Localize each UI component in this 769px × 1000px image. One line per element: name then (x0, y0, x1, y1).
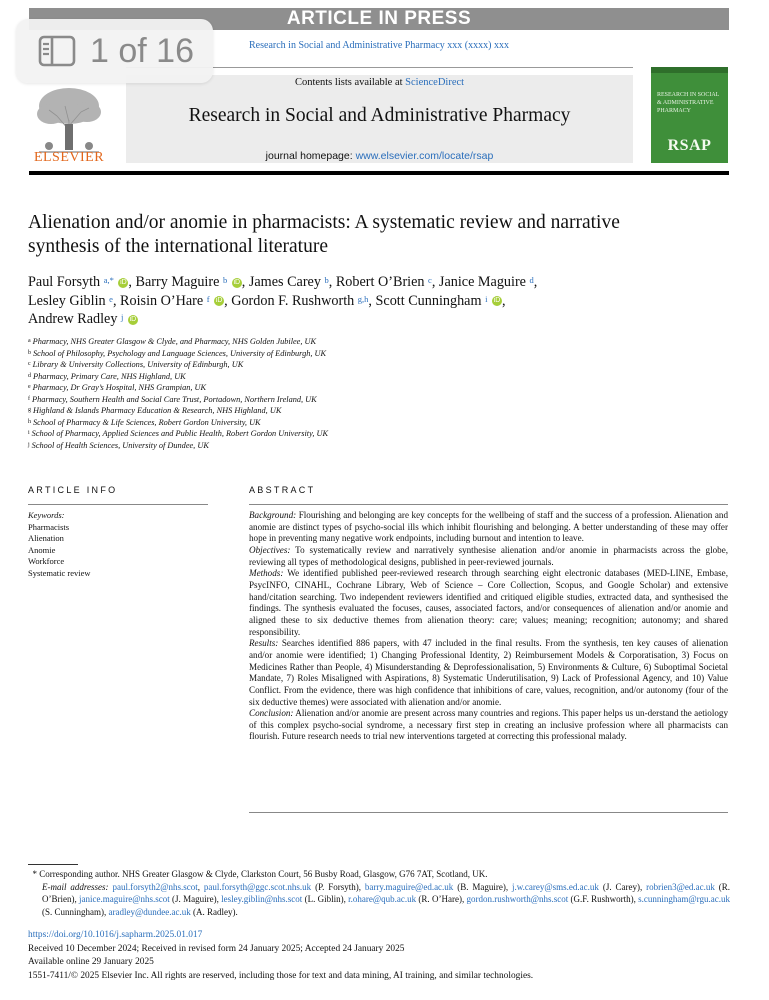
author-affiliation-marker[interactable]: g,h (357, 293, 369, 304)
journal-homepage (126, 150, 633, 162)
author-affiliation-marker[interactable]: i (485, 293, 488, 304)
affiliation-text: Pharmacy, Primary Care, NHS Highland, UK (33, 371, 186, 381)
sciencedirect-link[interactable]: ScienceDirect (405, 77, 465, 88)
affiliation (28, 359, 728, 371)
author-affiliation-marker[interactable]: d (529, 275, 534, 285)
affiliation-text: School of Pharmacy & Life Sciences, Robert Gordon University, UK (33, 417, 261, 427)
abstract-label: Methods: (249, 568, 284, 579)
affiliation (28, 348, 728, 360)
copyright-line: 1551-7411/© 2025 Elsevier Inc. All rights are reserved, including those for text and data mining, AI training, and similar technologies. (28, 970, 534, 981)
doi-link[interactable]: https://doi.org/10.1016/j.sapharm.2025.01.017 (28, 930, 203, 940)
email-link[interactable]: barry.maguire@ed.ac.uk (364, 881, 454, 892)
affiliation-list (28, 336, 728, 451)
orcid-icon[interactable]: iD (233, 278, 241, 286)
affiliation-text: Pharmacy, Southern Health and Social Care Trust, Portadown, Northern Ireland, UK (32, 394, 317, 404)
author-affiliation-marker[interactable]: f (206, 293, 210, 304)
author[interactable]: Scott Cunningham (375, 292, 482, 309)
cover-band (651, 67, 728, 73)
affiliation-text: Pharmacy, NHS Greater Glasgow & Clyde, and Pharmacy, NHS Golden Jubilee, UK (32, 337, 317, 346)
author-affiliation-marker[interactable]: c (428, 275, 432, 285)
journal-cover[interactable] (651, 67, 728, 163)
journal-title: Research in Social and Administrative Pharmacy (188, 105, 571, 126)
affiliation-text: Pharmacy, Dr Gray’s Hospital, NHS Grampian, UK (32, 383, 207, 392)
abstract-label: Results: (249, 638, 279, 649)
email-addresses (28, 881, 730, 919)
abstract-objectives (249, 545, 728, 568)
abstract-label: Background: (249, 510, 297, 520)
author[interactable]: Robert O’Brien (335, 274, 425, 290)
keyword[interactable]: Workforce (28, 556, 65, 567)
email-link[interactable]: lesley.giblin@nhs.scot (221, 894, 303, 905)
email-owner: (R. O’Brien), (42, 881, 731, 905)
email-link[interactable]: robrien3@ed.ac.uk (646, 881, 715, 892)
abstract-body (249, 510, 728, 743)
author-affiliation-marker[interactable]: a,* (103, 275, 114, 285)
abstract-text: We identified published peer-reviewed research through searching eight electronic databases (MED-LINE, Embase, PsycINFO, CINAHL, Cochrane Library, Web of Science – Core Collection, Scopus, and Google Scholar) and extensive hand/citation searching. Two independent reviewers identified and critiqued eligible studies, extracted data, and synthesised the findings. The synthesis evaluated the focuses, causes, associated factors, and/or consequences of alienation and/or anomie and aligned these to six deductive themes from alienation theory: care; values; meaning; recognition; autonomy; and shared responsibility. (249, 568, 728, 637)
abstract-methods (249, 568, 728, 638)
footnotes (28, 868, 730, 918)
affiliation (28, 417, 728, 429)
homepage-link[interactable]: www.elsevier.com/locate/rsap (355, 150, 494, 162)
author[interactable]: Lesley Giblin (28, 292, 106, 309)
affiliation-text: School of Pharmacy, Applied Sciences and Public Health, Robert Gordon University, UK (31, 429, 329, 438)
footnote-rule (28, 864, 78, 865)
orcid-icon[interactable]: iD (493, 297, 501, 305)
elsevier-wordmark: ELSEVIER (33, 150, 105, 165)
affiliation-key: f (28, 395, 30, 402)
affiliation-key: d (28, 372, 31, 379)
affiliation-text: School of Philosophy, Psychology and Language Sciences, University of Edinburgh, UK (33, 348, 327, 358)
keyword[interactable]: Alienation (28, 533, 64, 544)
corresponding-text: Corresponding author. NHS Greater Glasgow & Clyde, Clarkston Court, 56 Busby Road, Glasgow, G76 7AT, Scotland, UK. (39, 869, 488, 879)
author[interactable]: Andrew Radley (28, 311, 118, 327)
page-count: 1 of 16 (90, 31, 194, 70)
email-owner: (A. Radley). (190, 906, 238, 917)
article-info-heading: ARTICLE INFO (28, 485, 118, 495)
abstract-results (249, 638, 728, 708)
email-owner: (R. O’Hare), (416, 894, 467, 905)
publication-dates (28, 943, 730, 983)
article-info-rule (28, 504, 208, 505)
abstract-label: Objectives: (249, 544, 291, 555)
affiliation (28, 394, 728, 406)
keyword[interactable]: Pharmacists (28, 521, 70, 532)
abstract-text: To systematically review and narratively synthesise alienation and/or anomie in pharmacists across the globe, reviewing all types of methodological designs, published in peer-reviewed journals. (249, 544, 728, 567)
email-link[interactable]: s.cunningham@rgu.ac.uk (638, 894, 730, 905)
affiliation-text: Library & University Collections, University of Edinburgh, UK (32, 360, 244, 369)
email-link[interactable]: j.w.carey@sms.ed.ac.uk (511, 881, 599, 892)
affiliation (28, 405, 728, 417)
email-link[interactable]: r.ohare@qub.ac.uk (348, 894, 417, 905)
online-date: Available online 29 January 2025 (28, 957, 154, 968)
cover-title: RESEARCH IN SOCIAL & ADMINISTRATIVE PHARMACY (657, 92, 720, 114)
author-affiliation-marker[interactable]: b (222, 275, 228, 285)
email-label: E-mail addresses: (42, 881, 109, 892)
affiliation-key: c (28, 361, 31, 367)
keyword[interactable]: Systematic review (28, 567, 91, 578)
cover-abbreviation: RSAP (667, 137, 712, 154)
email-link[interactable]: janice.maguire@nhs.scot (79, 894, 170, 905)
contents-prefix: Contents lists available at (294, 77, 406, 88)
orcid-icon[interactable]: iD (120, 278, 127, 286)
orcid-icon[interactable]: iD (129, 315, 137, 323)
affiliation-text: Highland & Islands Pharmacy Education & Research, NHS Highland, UK (33, 406, 282, 415)
affiliation-text: School of Health Sciences, University of Dundee, UK (31, 440, 209, 450)
affiliation-key: g (28, 407, 31, 413)
email-owner: (J. Carey), (598, 881, 647, 892)
abstract-text: Searches identified 886 papers, with 47 included in the final results. From the synthesis, ten key causes of alienation and/or anomie were identified; 1) Changing Professional Identity, 2) Reimbursement Models & Corporatisation, 3) Focus on Medicines Rather than People, 4) Misunderstanding & Deprofessionalisation, 5) Environments & Culture, 6) Suboptimal Societal Mandate, 7) Roles Misaligned with Aspirations, 8) Systematic Underutilisation, 9) Lack of Professional Agency, and 10) Value Conflict. From the evidence, there was high confidence that inhibitions of care, values, recognition, and/or autonomy (four of the six deductive themes) were associated with alienation and/or anomie. (249, 638, 728, 707)
email-link[interactable]: paul.forsyth2@nhs.scot (112, 881, 198, 892)
affiliation (28, 371, 728, 383)
email-link[interactable]: gordon.rushworth@nhs.scot (466, 894, 569, 905)
homepage-prefix: journal homepage: (265, 150, 356, 162)
affiliation (28, 336, 728, 348)
sidebar-toggle-icon (38, 35, 76, 67)
abstract-rule (249, 504, 728, 505)
email-owner: (G.F. Rushworth), (568, 894, 639, 905)
affiliation-key: e (28, 384, 31, 390)
abstract-text: Alienation and/or anomie are present across many countries and regions. This paper helps us un-derstand the aetiology of this complex psycho-social syndrome, a necessary first step in creating an inclusive profession where all pharmacists can flourish. Future research needs to trial new interventions targeted at correcting this professional malady. (249, 708, 728, 742)
affiliation-key: h (28, 418, 31, 425)
author[interactable]: Gordon F. Rushworth (231, 292, 355, 309)
email-owner: (S. Cunningham), (42, 906, 109, 917)
email-owner: (L. Giblin), (302, 894, 349, 905)
email-link[interactable]: paul.forsyth@ggc.scot.nhs.uk (203, 881, 312, 892)
affiliation (28, 440, 728, 452)
article-in-press-banner: ARTICLE IN PRESS (29, 8, 729, 30)
received-dates: Received 10 December 2024; Received in revised form 24 January 2025; Accepted 24 January 2025 (28, 944, 405, 954)
email-owner: (J. Maguire), (169, 894, 222, 905)
author-affiliation-marker[interactable]: b (324, 275, 329, 285)
page-indicator[interactable] (16, 19, 213, 83)
author-list: Paul Forsyth $^{a,*}$ iD , Barry Maguire $^b$ iD , James Carey $^b$, Robert O’Brien $^c$, Janice Maguire $^d$, Lesley Giblin $^e$, Roisin O’Hare $^f$ iD , Gordon F. Rushworth $^{g,h}$, Scott Cunningham $^i$ iD , Andrew Radley $^j$ iD (28, 274, 538, 327)
orcid-icon[interactable]: iD (215, 297, 223, 305)
author[interactable]: James Carey (248, 274, 321, 290)
keyword[interactable]: Anomie (28, 544, 56, 555)
author[interactable]: Roisin O’Hare (120, 292, 204, 309)
email-owner: (P. Forsyth), (311, 881, 365, 892)
abstract-text: Flourishing and belonging are key concepts for the wellbeing of staff and the success of a profession. Alienation and anomie are distinct types of psycho-social ills which inhibit flourishing and belonging. A better understanding of these may offer hope in preventing many negative work endpoints, including burnout and intention to leave. (249, 510, 728, 544)
email-link[interactable]: aradley@dundee.ac.uk (108, 906, 191, 917)
article-title: Alienation and/or anomie in pharmacists: A systematic review and narrative synthesis of the international literature (28, 212, 620, 257)
keywords-block (28, 510, 208, 580)
affiliation-key: i (28, 430, 30, 436)
affiliation (28, 382, 728, 394)
author-affiliation-marker[interactable]: j (120, 312, 124, 322)
email-owner: , (197, 881, 204, 892)
author[interactable]: Paul Forsyth (28, 274, 101, 290)
affiliation-key: b (28, 349, 31, 356)
abstract-conclusion (249, 708, 728, 743)
author[interactable]: Barry Maguire (135, 274, 220, 290)
affiliation-key: a (28, 338, 31, 344)
keywords-label: Keywords: (28, 510, 65, 520)
affiliation-key: j (28, 441, 30, 448)
abstract-label: Conclusion: (249, 708, 294, 719)
affiliation (28, 428, 728, 440)
abstract-background (249, 510, 728, 545)
journal-reference[interactable]: Research in Social and Administrative Pharmacy xxx (xxxx) xxx (249, 40, 509, 51)
header-thick-rule (29, 171, 729, 175)
author-affiliation-marker[interactable]: e (109, 293, 113, 304)
abstract-bottom-rule (249, 812, 728, 813)
author[interactable]: Janice Maguire (438, 274, 526, 290)
email-owner: (B. Maguire), (453, 881, 512, 892)
corresponding-author-note: * Corresponding author. NHS Greater Glasgow & Clyde, Clarkston Court, 56 Busby Road, Glasgow, G76 7AT, Scotland, UK. (28, 869, 488, 879)
abstract-heading: ABSTRACT (249, 485, 316, 495)
